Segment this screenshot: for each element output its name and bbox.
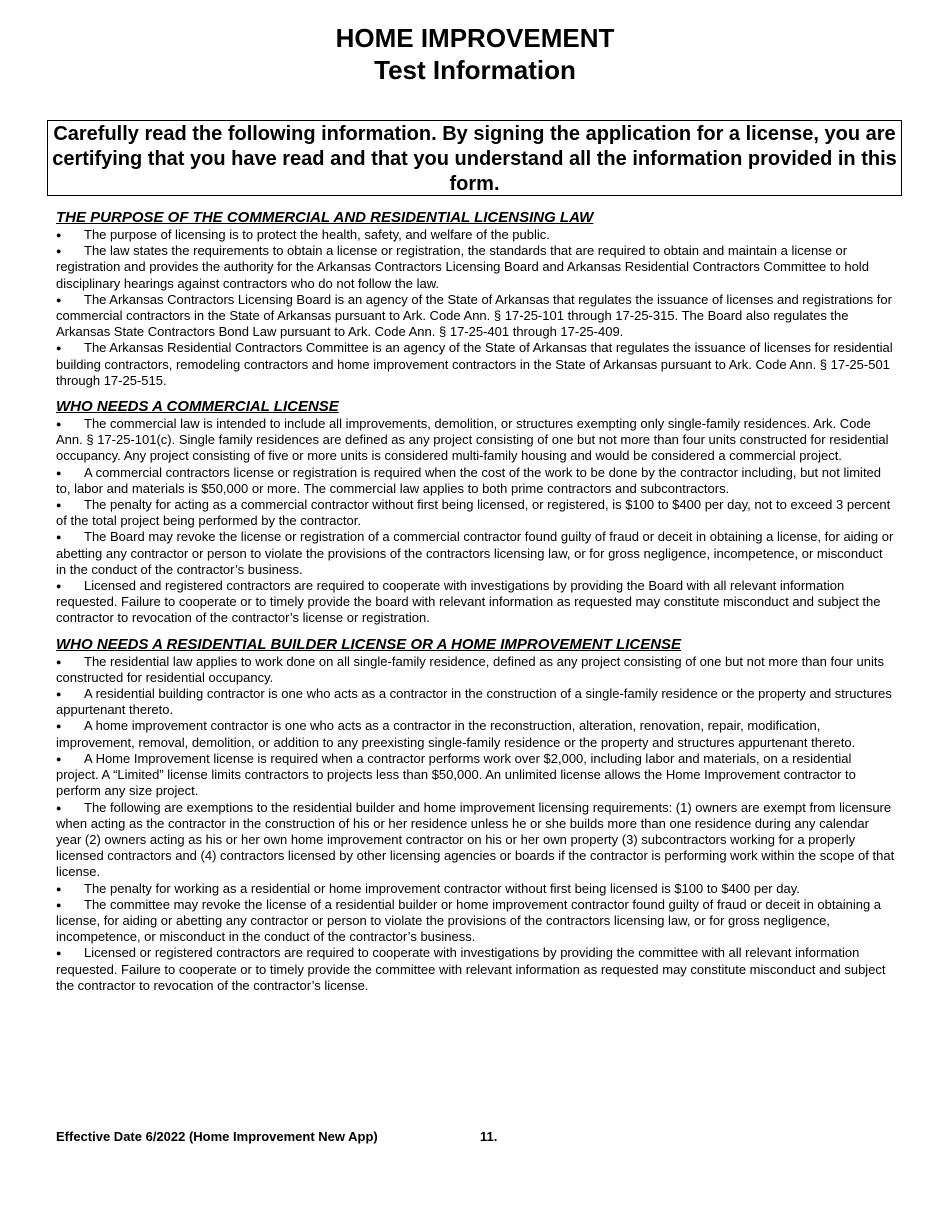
list-item: ● The law states the requirements to obtain a license or registration, the standards that are required to obtain and maintain a license or registration and provides the authority for the Arkansas Contractors Licensing Board and Arkansas Residential Contractors Committee to hold disciplinary hearings against contractors who do not follow the law. bbox=[56, 243, 869, 291]
page-number: 11. bbox=[480, 1129, 498, 1144]
title-line-2: Test Information bbox=[374, 55, 576, 85]
section-purpose bbox=[56, 209, 896, 389]
section-commercial-license bbox=[56, 398, 896, 627]
bullet-icon: ● bbox=[56, 948, 62, 959]
bullet-icon: ● bbox=[56, 721, 62, 732]
bullet-icon: ● bbox=[56, 899, 62, 910]
title-line-1: HOME IMPROVEMENT bbox=[335, 23, 615, 53]
list-item: ● Licensed and registered contractors are required to cooperate with investigations by providing the Board with all relevant information requested. Failure to cooperate or to timely provide the board with relevant information as requested may constitute misconduct and subject the contractor to revocation of the contractor’s license or registration. bbox=[56, 578, 881, 626]
list-item: ● Licensed or registered contractors are required to cooperate with investigations by providing the committee with all relevant information requested. Failure to cooperate or to timely provide the committee with relevant information as requested may constitute misconduct and subject the contractor to revocation of the contractor’s license. bbox=[56, 945, 886, 993]
list-item: ● A Home Improvement license is required when a contractor performs work over $2,000, including labor and materials, on a residential project. A “Limited” license limits contractors to projects less than $50,000. An unlimited license allows the Home Improvement contractor to perform any size project. bbox=[56, 750, 856, 799]
certification-notice: Carefully read the following information. By signing the application for a license, you are certifying that you have read and that you understand all the information provided in this form. bbox=[47, 120, 902, 196]
bullet-icon: ● bbox=[56, 343, 62, 354]
bullet-icon: ● bbox=[56, 294, 62, 305]
list-item: ● The commercial law is intended to include all improvements, demolition, or structures exempting only single-family residences. Ark. Code Ann. § 17-25-101(c). Single family residences are defined as any project consisting of one but not more than four units constructed for residential occupancy. Any project consisting of five or more units is considered multi-family housing and would be considered a commercial project. bbox=[56, 416, 889, 464]
section-heading: THE PURPOSE OF THE COMMERCIAL AND RESIDENTIAL LICENSING LAW bbox=[56, 209, 594, 226]
bullet-icon: ● bbox=[56, 689, 62, 700]
list-item: ● A commercial contractors license or registration is required when the cost of the work to be done by the contractor including, but not limited to, labor and materials is $50,000 or more. The commercial law applies to both prime contractors and subcontractors. bbox=[56, 464, 882, 496]
section-heading: WHO NEEDS A COMMERCIAL LICENSE bbox=[56, 398, 339, 416]
bullet-icon: ● bbox=[56, 656, 62, 667]
bullet-icon: ● bbox=[56, 802, 62, 813]
bullet-icon: ● bbox=[56, 753, 62, 764]
list-item: ● The residential law applies to work done on all single-family residence, defined as any project consisting of one but not more than four units constructed for residential occupancy. bbox=[56, 653, 884, 685]
list-item: ● A residential building contractor is one who acts as a contractor in the construction of a single-family residence or the property and structures appurtenant thereto. bbox=[56, 686, 892, 718]
page-title bbox=[0, 22, 950, 86]
bullet-icon: ● bbox=[56, 581, 62, 592]
bullet-icon: ● bbox=[56, 230, 62, 240]
list-item: ● A home improvement contractor is one who acts as a contractor in the reconstruction, alteration, renovation, repair, modification, improvement, removal, demolition, or addition to any preexisting single-family residence or the property and structures appurtenant thereto. bbox=[56, 718, 856, 750]
list-item: ● The following are exemptions to the residential builder and home improvement licensing requirements: (1) owners are exempt from licensure when acting as the contractor in the construction of his or her residence unless he or she builds more than one residence during any calendar year (2) owners acting as his or her own home improvement contractor on his or her own property (3) subcontractors working for a properly licensed contractors and (4) contractors licensed by other licensing agencies or boards if the contractor is performing work within the scope of that license. bbox=[56, 799, 895, 880]
list-item: ● The purpose of licensing is to protect the health, safety, and welfare of the public. bbox=[56, 227, 550, 242]
bullet-icon: ● bbox=[56, 500, 62, 511]
list-item: ● The committee may revoke the license of a residential builder or home improvement contractor found guilty of fraud or deceit in obtaining a license, for aiding or abetting any contractor or person to violate the provisions of the contractors licensing law, or for gross negligence, incompetence, or misconduct in the conduct of the contractor’s business. bbox=[56, 896, 882, 945]
bullet-icon: ● bbox=[56, 532, 62, 543]
page-footer bbox=[56, 1129, 498, 1145]
list-item: ● The Board may revoke the license or registration of a commercial contractor found guilty of fraud or deceit in obtaining a license, for aiding or abetting any contractor or person to violate the provisions of the contractors licensing law, or for gross negligence, incompetence, or misconduct in the conduct of the contractor’s business. bbox=[56, 529, 894, 577]
document-body bbox=[56, 209, 896, 1003]
list-item: ● The penalty for acting as a commercial contractor without first being licensed, or registered, is $100 to $400 per day, not to exceed 3 percent of the total project being performed by the contractor. bbox=[56, 497, 891, 529]
list-item: ● The Arkansas Contractors Licensing Board is an agency of the State of Arkansas that regulates the issuance of licenses and registrations for commercial contractors in the State of Arkansas pursuant to Ark. Code Ann. § 17-25-101 through 17-25-315. The Board also regulates the Arkansas State Contractors Bond Law pursuant to Ark. Code Ann. § 17-25-401 through 17-25-409. bbox=[56, 291, 892, 340]
bullet-icon: ● bbox=[56, 246, 62, 257]
bullet-icon: ● bbox=[56, 419, 62, 430]
section-heading: WHO NEEDS A RESIDENTIAL BUILDER LICENSE OR A HOME IMPROVEMENT LICENSE bbox=[56, 635, 682, 653]
section-residential-license bbox=[56, 636, 896, 994]
effective-date: Effective Date 6/2022 (Home Improvement New App) bbox=[56, 1129, 378, 1144]
bullet-icon: ● bbox=[56, 883, 62, 894]
bullet-icon: ● bbox=[56, 467, 62, 478]
list-item: ● The Arkansas Residential Contractors Committee is an agency of the State of Arkansas that regulates the issuance of licenses for residential building contractors, remodeling contractors and home improvement contractors in the State of Arkansas pursuant to Ark. Code Ann. § 17-25-501 through 17-25-515. bbox=[56, 340, 893, 388]
list-item: ● The penalty for working as a residential or home improvement contractor without first being licensed is $100 to $400 per day. bbox=[56, 880, 800, 896]
